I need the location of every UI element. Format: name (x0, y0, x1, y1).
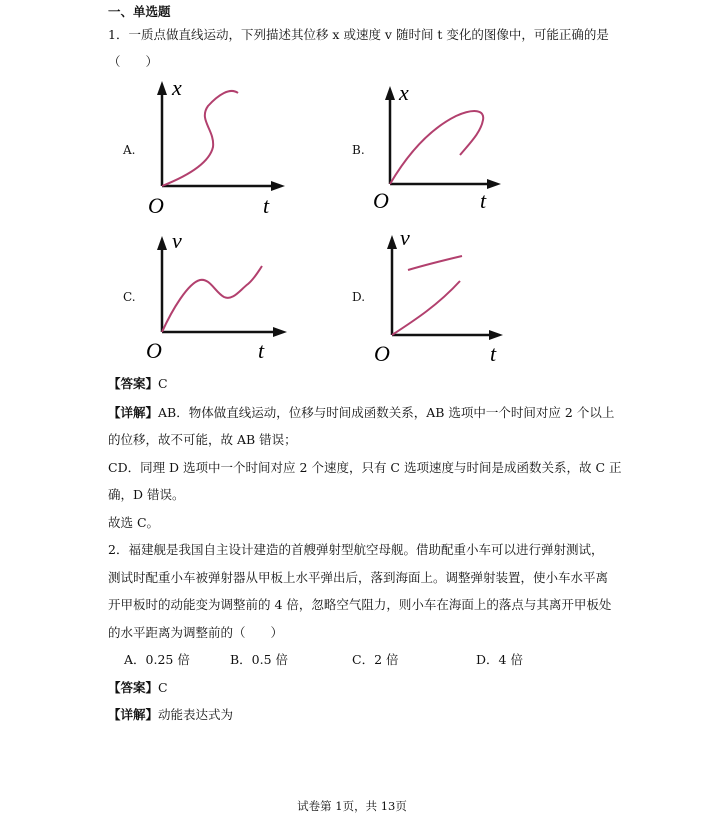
q2-stem-line2: 测试时配重小车被弹射器从甲板上水平弹出后，落到海面上。调整弹射装置，使小车水平离 (108, 570, 609, 585)
q1-answer-tag: 【答案】 (108, 376, 159, 391)
q2-stem-line1: 2．福建舰是我国自主设计建造的首艘弹射型航空母舰。借助配重小车可以进行弹射测试， (108, 542, 604, 557)
q1-option-b-origin: O (373, 188, 389, 213)
q1-analysis-tag: 【详解】 (108, 405, 159, 420)
q1-option-d-x-label: t (490, 341, 497, 365)
q2-option-c: C．2 倍 (352, 652, 399, 667)
q1-option-b-label: B. (352, 143, 365, 157)
q1-stem-line2: （ ） (108, 54, 159, 69)
q1-analysis-text1: AB．物体做直线运动，位移与时间成函数关系，AB 选项中一个时间对应 2 个以上 (158, 405, 615, 420)
q1-analysis-line1 (108, 404, 614, 422)
q1-option-d-label: D. (352, 290, 366, 304)
q1-option-a-x-label: t (263, 193, 270, 218)
q1-option-c-label: C. (123, 290, 136, 304)
q1-option-a-y-label: x (172, 75, 182, 100)
q1-option-c-y-label: v (172, 228, 182, 253)
q1-option-d-y-label: v (400, 225, 410, 250)
q1-option-a-graph (140, 75, 300, 220)
q1-option-d-graph (370, 225, 520, 365)
q1-option-a-origin: O (148, 193, 164, 218)
q1-answer (108, 375, 168, 393)
q1-option-b-y-label: x (399, 80, 409, 105)
q2-stem-line4: 的水平距离为调整前的（ ） (108, 625, 284, 640)
q2-answer-value: C (158, 680, 168, 695)
q1-analysis-line4: 确，D 错误。 (108, 487, 185, 502)
q1-option-b-graph (370, 80, 520, 215)
q2-stem-line3: 开甲板时的动能变为调整前的 4 倍，忽略空气阻力，则小车在海面上的落点与其离开甲板处 (108, 597, 612, 612)
q1-option-c-x-label: t (258, 338, 265, 363)
page-footer: 试卷第 1页，共 13页 (297, 799, 407, 813)
q1-stem-line1: 1．一质点做直线运动，下列描述其位移 x 或速度 v 随时间 t 变化的图像中，可能正确的是 (108, 27, 609, 42)
q2-option-b: B．0.5 倍 (230, 652, 289, 667)
q2-answer-tag: 【答案】 (108, 680, 159, 695)
q1-analysis-line3: CD．同理 D 选项中一个时间对应 2 个速度，只有 C 选项速度与时间是成函数关系，故 C 正 (108, 460, 622, 475)
q1-option-a-label: A. (123, 143, 136, 157)
section-heading: 一、单选题 (108, 4, 171, 19)
q1-option-d-origin: O (374, 341, 390, 365)
q2-option-d: D．4 倍 (476, 652, 523, 667)
q1-analysis-line2: 的位移，故不可能，故 AB 错误； (108, 432, 297, 447)
q1-option-c-origin: O (146, 338, 162, 363)
q1-conclusion: 故选 C。 (108, 515, 160, 530)
q2-analysis-tag: 【详解】 (108, 707, 159, 722)
q2-option-a: A．0.25 倍 (124, 652, 190, 667)
q2-analysis-line1 (108, 706, 233, 724)
q1-option-b-x-label: t (480, 188, 487, 213)
q1-option-c-graph (140, 228, 300, 363)
q1-answer-value: C (158, 376, 168, 391)
q2-analysis-text1: 动能表达式为 (158, 707, 234, 722)
q2-answer (108, 679, 168, 697)
